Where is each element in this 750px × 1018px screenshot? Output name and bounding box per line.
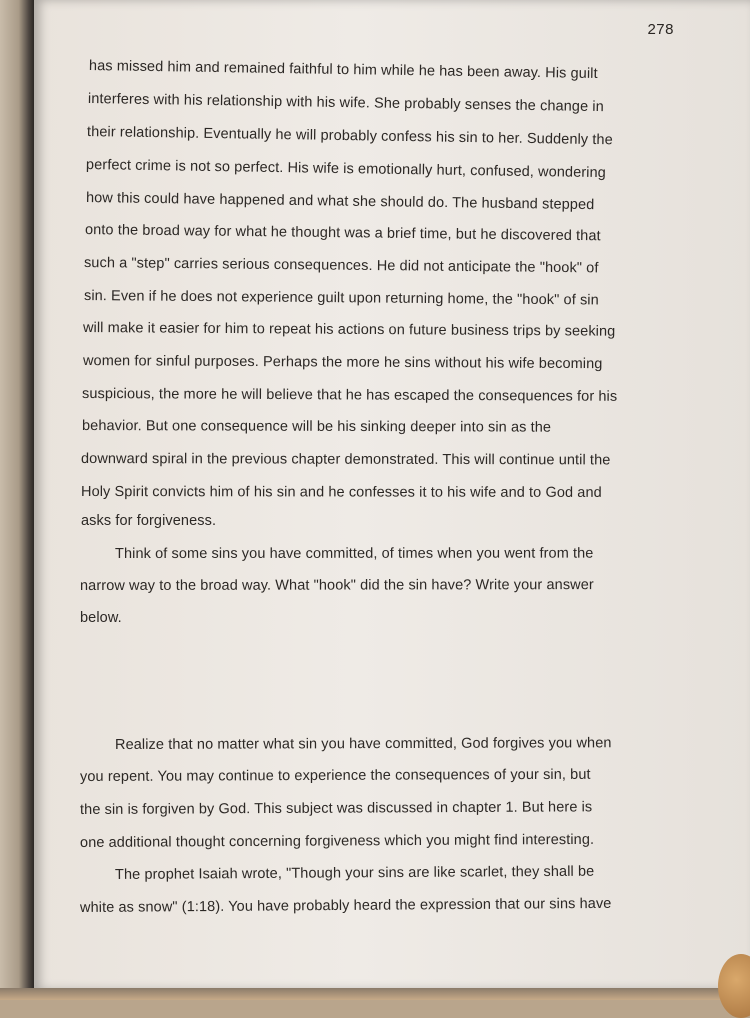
text-line: The prophet Isaiah wrote, "Though your sins are like scarlet, they shall be bbox=[114, 863, 595, 883]
text-line: interferes with his relationship with his wife. She probably senses the change in bbox=[87, 91, 604, 116]
text-line: behavior. But one consequence will be his sinking deeper into sin as the bbox=[81, 418, 552, 436]
text-line: suspicious, the more he will believe that he has escaped the consequences for his bbox=[81, 386, 618, 405]
text-line: the sin is forgiven by God. This subject was discussed in chapter 1. But here is bbox=[79, 799, 593, 818]
page-edge bbox=[0, 988, 750, 1000]
text-line: women for sinful purposes. Perhaps the more he sins without his wife becoming bbox=[82, 353, 603, 373]
text-line: perfect crime is not so perfect. His wife is emotionally hurt, confused, wondering bbox=[85, 157, 607, 182]
text-line: how this could have happened and what she should do. The husband stepped bbox=[85, 190, 595, 214]
text-line: sin. Even if he does not experience guilt upon returning home, the "hook" of sin bbox=[83, 288, 599, 309]
book-spine bbox=[0, 0, 34, 1000]
text-line: such a "step" carries serious consequences. He did not anticipate the "hook" of bbox=[83, 255, 599, 277]
book-page bbox=[34, 0, 750, 990]
text-line: Think of some sins you have committed, of times when you went from the bbox=[114, 545, 594, 562]
page-number: 278 bbox=[647, 21, 674, 38]
text-line: one additional thought concerning forgiveness which you might find interesting. bbox=[79, 831, 595, 851]
text-line: has missed him and remained faithful to him while he has been away. His guilt bbox=[88, 58, 598, 82]
text-line: Realize that no matter what sin you have committed, God forgives you when bbox=[114, 735, 612, 753]
text-line: asks for forgiveness. bbox=[81, 513, 217, 529]
text-line: downward spiral in the previous chapter demonstrated. This will continue until the bbox=[80, 451, 611, 469]
text-line: you repent. You may continue to experience the consequences of your sin, but bbox=[79, 766, 591, 785]
text-line: narrow way to the broad way. What "hook" did the sin have? Write your answer bbox=[79, 577, 594, 594]
text-line: will make it easier for him to repeat his actions on future business trips by seeking bbox=[82, 320, 616, 340]
text-line: below. bbox=[80, 610, 122, 626]
text-line: Holy Spirit convicts him of his sin and he confesses it to his wife and to God and bbox=[80, 484, 602, 501]
text-line: their relationship. Eventually he will probably confess his sin to her. Suddenly the bbox=[86, 124, 613, 149]
text-line: white as snow" (1:18). You have probably heard the expression that our sins have bbox=[79, 895, 612, 916]
text-line: onto the broad way for what he thought was a brief time, but he discovered that bbox=[84, 222, 601, 245]
